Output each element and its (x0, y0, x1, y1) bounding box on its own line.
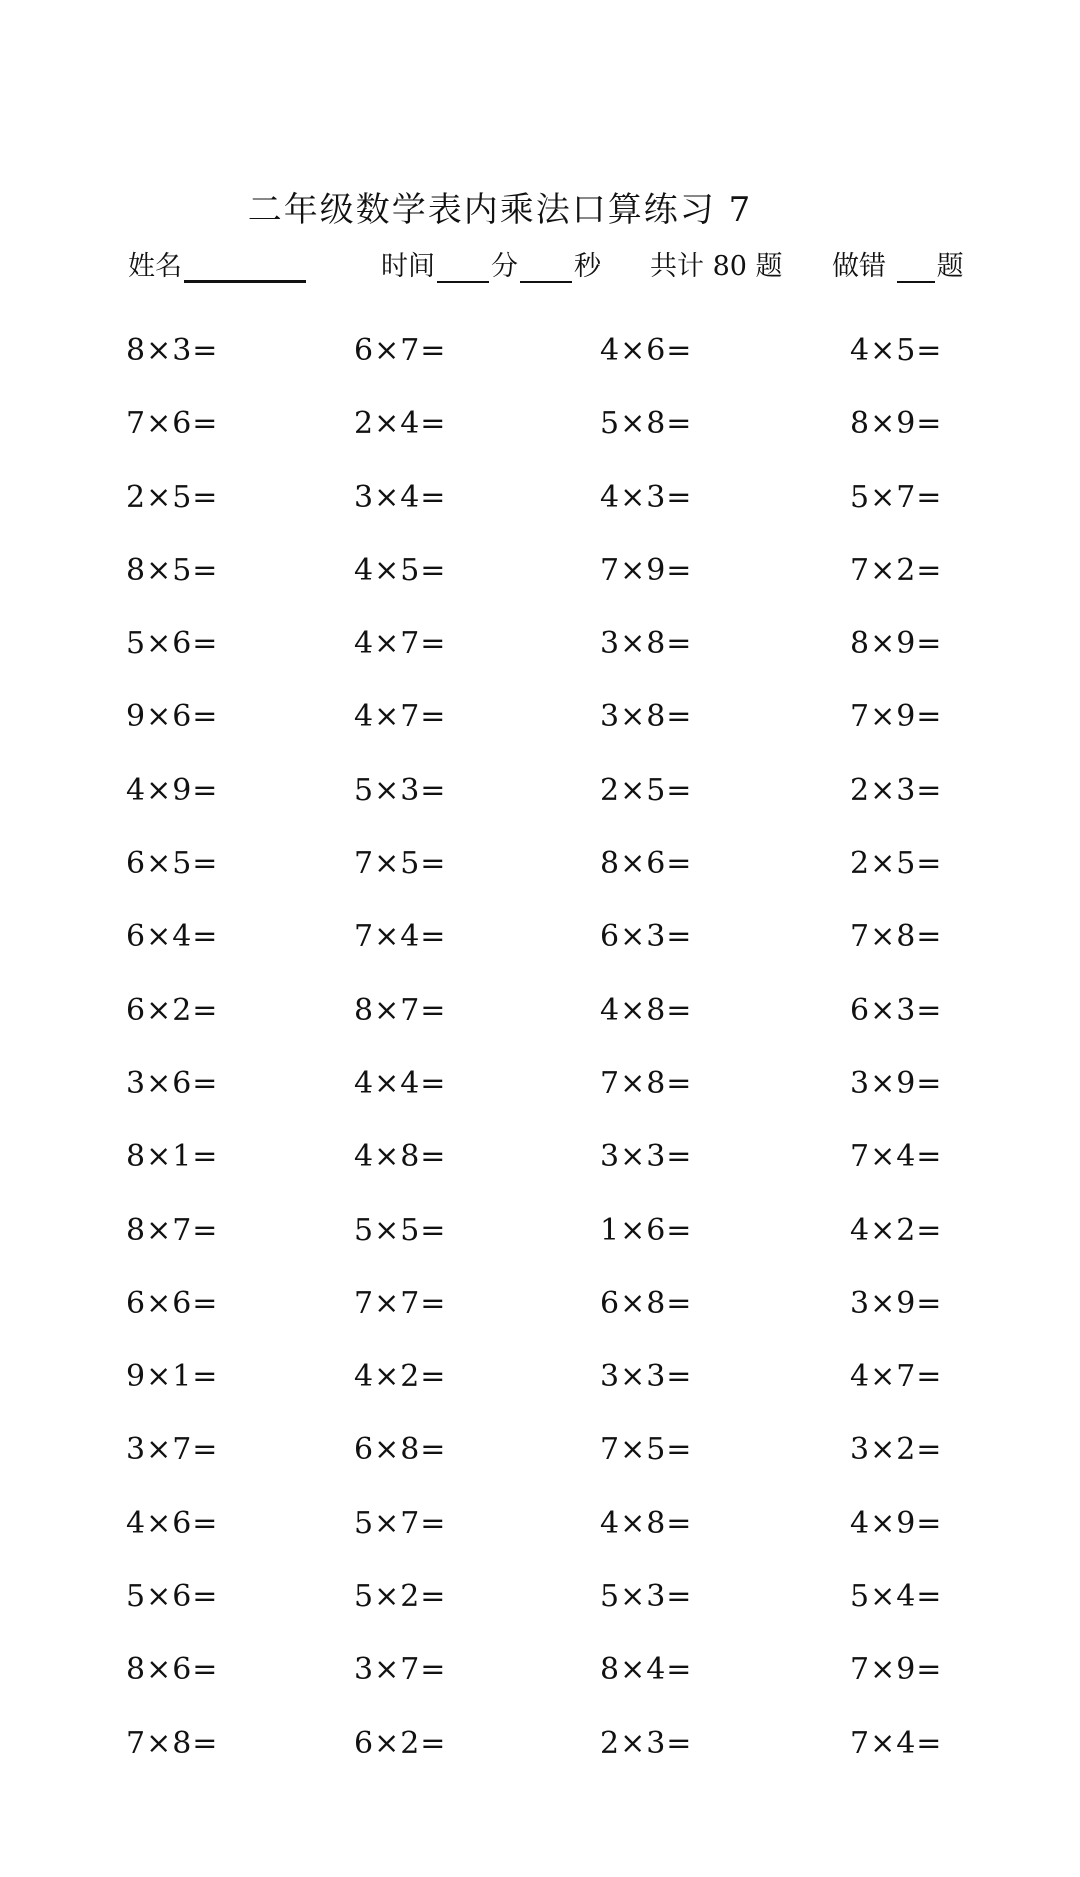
multiplication-problem: 3×9= (850, 1065, 943, 1101)
problem-row (0, 1506, 1080, 1579)
multiplication-problem: 5×5= (354, 1212, 447, 1248)
problem-row (0, 406, 1080, 479)
multiplication-problem: 8×6= (126, 1652, 219, 1688)
name-field (128, 244, 308, 283)
multiplication-problem: 8×5= (126, 552, 219, 588)
multiplication-problem: 7×8= (850, 919, 943, 955)
multiplication-problem: 6×4= (126, 919, 219, 955)
multiplication-problem: 7×5= (354, 846, 447, 882)
multiplication-problem: 4×2= (354, 1359, 447, 1395)
multiplication-problem: 7×2= (850, 552, 943, 588)
multiplication-problem: 3×7= (354, 1652, 447, 1688)
student-info-row (0, 244, 1080, 284)
multiplication-problem: 8×7= (126, 1212, 219, 1248)
multiplication-problem: 4×6= (126, 1505, 219, 1541)
problem-row (0, 1652, 1080, 1725)
multiplication-problem: 6×8= (600, 1285, 693, 1321)
multiplication-problem: 7×4= (850, 1725, 943, 1761)
name-blank[interactable] (184, 254, 306, 283)
problem-row (0, 1286, 1080, 1359)
multiplication-problem: 5×4= (850, 1579, 943, 1615)
wrong-field (832, 244, 964, 283)
worksheet-title: 二年级数学表内乘法口算练习 7 (247, 190, 753, 230)
multiplication-problem: 6×7= (354, 333, 447, 368)
problem-row (0, 1066, 1080, 1139)
multiplication-problem: 4×5= (850, 333, 943, 368)
problem-row (0, 699, 1080, 772)
problem-row (0, 1726, 1080, 1799)
problem-row (0, 480, 1080, 553)
wrong-blank[interactable] (897, 255, 935, 283)
multiplication-problem: 8×9= (850, 626, 943, 662)
seconds-blank[interactable] (520, 255, 572, 283)
multiplication-problem: 2×3= (600, 1725, 693, 1761)
multiplication-problem: 5×8= (600, 406, 693, 442)
problem-row (0, 333, 1080, 406)
multiplication-problem: 4×8= (354, 1139, 447, 1175)
multiplication-problem: 8×3= (126, 333, 219, 368)
problem-row (0, 1139, 1080, 1212)
problem-row (0, 846, 1080, 919)
wrong-suffix: 题 (936, 251, 964, 282)
problem-row (0, 1359, 1080, 1432)
multiplication-problem: 7×4= (354, 919, 447, 955)
multiplication-problem: 4×8= (600, 1505, 693, 1541)
multiplication-problem: 5×6= (126, 626, 219, 662)
multiplication-problem: 6×5= (126, 846, 219, 882)
problem-row (0, 1432, 1080, 1505)
problem-grid (0, 333, 1080, 1799)
multiplication-problem: 2×3= (850, 772, 943, 808)
multiplication-problem: 6×8= (354, 1432, 447, 1468)
multiplication-problem: 9×1= (126, 1359, 219, 1395)
multiplication-problem: 4×8= (600, 992, 693, 1028)
multiplication-problem: 7×8= (126, 1725, 219, 1761)
multiplication-problem: 3×9= (850, 1285, 943, 1321)
multiplication-problem: 6×2= (126, 992, 219, 1028)
total-count: 共计 80 题 (650, 251, 783, 282)
multiplication-problem: 5×7= (850, 479, 943, 515)
multiplication-problem: 8×6= (600, 846, 693, 882)
problem-row (0, 1579, 1080, 1652)
name-label: 姓名 (128, 251, 182, 282)
multiplication-problem: 6×3= (850, 992, 943, 1028)
multiplication-problem: 4×4= (354, 1065, 447, 1101)
multiplication-problem: 3×6= (126, 1065, 219, 1101)
problem-row (0, 919, 1080, 992)
multiplication-problem: 7×8= (600, 1065, 693, 1101)
multiplication-problem: 9×6= (126, 699, 219, 735)
multiplication-problem: 5×3= (354, 772, 447, 808)
multiplication-problem: 4×6= (600, 333, 693, 368)
multiplication-problem: 7×9= (850, 1652, 943, 1688)
multiplication-problem: 8×4= (600, 1652, 693, 1688)
problem-row (0, 553, 1080, 626)
time-field (381, 244, 601, 283)
multiplication-problem: 4×5= (354, 552, 447, 588)
multiplication-problem: 6×2= (354, 1725, 447, 1761)
multiplication-problem: 3×3= (600, 1359, 693, 1395)
multiplication-problem: 2×5= (600, 772, 693, 808)
multiplication-problem: 5×6= (126, 1579, 219, 1615)
time-label: 时间 (381, 251, 435, 282)
problem-row (0, 773, 1080, 846)
problem-row (0, 626, 1080, 699)
multiplication-problem: 8×7= (354, 992, 447, 1028)
wrong-label: 做错 (832, 251, 886, 282)
multiplication-problem: 4×7= (354, 626, 447, 662)
multiplication-problem: 8×1= (126, 1139, 219, 1175)
problem-row (0, 993, 1080, 1066)
multiplication-problem: 5×7= (354, 1505, 447, 1541)
multiplication-problem: 2×5= (850, 846, 943, 882)
multiplication-problem: 8×9= (850, 406, 943, 442)
multiplication-problem: 2×4= (354, 406, 447, 442)
multiplication-problem: 7×4= (850, 1139, 943, 1175)
multiplication-problem: 3×3= (600, 1139, 693, 1175)
multiplication-problem: 3×8= (600, 626, 693, 662)
multiplication-problem: 4×2= (850, 1212, 943, 1248)
multiplication-problem: 2×5= (126, 479, 219, 515)
multiplication-problem: 6×6= (126, 1285, 219, 1321)
multiplication-problem: 7×7= (354, 1285, 447, 1321)
multiplication-problem: 7×5= (600, 1432, 693, 1468)
minutes-label: 分 (491, 251, 518, 282)
multiplication-problem: 7×6= (126, 406, 219, 442)
problem-row (0, 1213, 1080, 1286)
multiplication-problem: 4×7= (354, 699, 447, 735)
multiplication-problem: 7×9= (850, 699, 943, 735)
seconds-label: 秒 (574, 251, 601, 282)
multiplication-problem: 3×7= (126, 1432, 219, 1468)
multiplication-problem: 3×8= (600, 699, 693, 735)
multiplication-problem: 4×7= (850, 1359, 943, 1395)
multiplication-problem: 4×9= (126, 772, 219, 808)
multiplication-problem: 4×9= (850, 1505, 943, 1541)
multiplication-problem: 7×9= (600, 552, 693, 588)
multiplication-problem: 5×3= (600, 1579, 693, 1615)
multiplication-problem: 6×3= (600, 919, 693, 955)
multiplication-problem: 3×4= (354, 479, 447, 515)
multiplication-problem: 1×6= (600, 1212, 693, 1248)
multiplication-problem: 4×3= (600, 479, 693, 515)
multiplication-problem: 3×2= (850, 1432, 943, 1468)
multiplication-problem: 5×2= (354, 1579, 447, 1615)
minutes-blank[interactable] (437, 255, 489, 283)
